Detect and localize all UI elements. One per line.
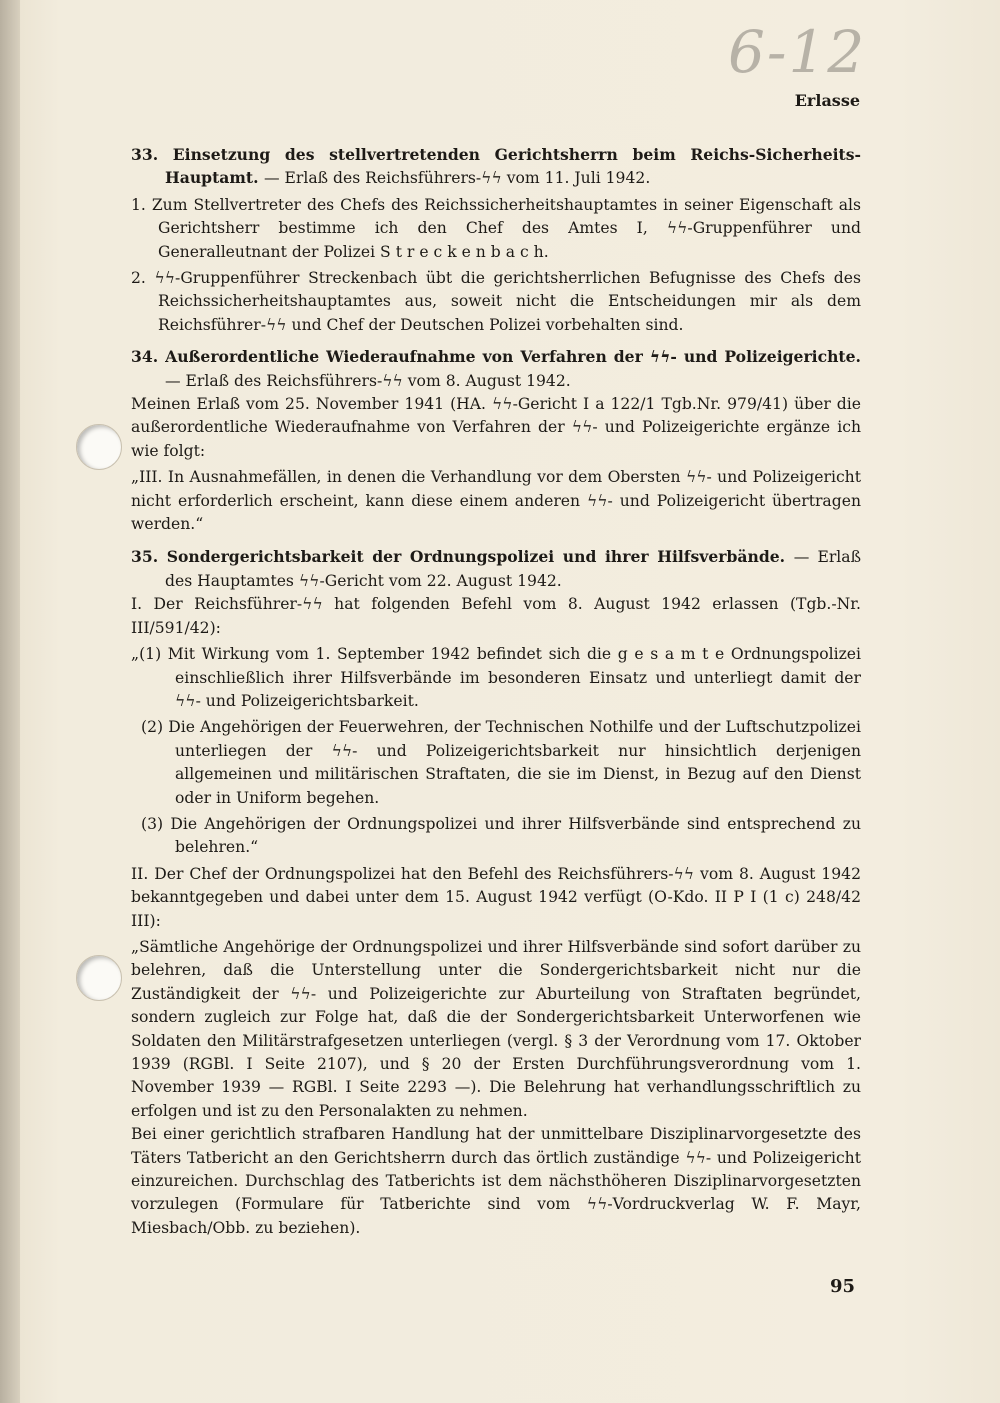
punch-hole-bottom [76, 955, 122, 1001]
section-subtitle: — Erlaß des Hauptamtes ϟϟ-Gericht vom 22. August 1942. [165, 547, 861, 590]
section-35-part-two: II. Der Chef der Ordnungspolizei hat den Befehl des Reichsführers-ϟϟ vom 8. August 1942 bekanntgegeben und dabei unter dem 15. August 1942 verfügt (O-Kdo. II P I (1 c) 248/42 III): [131, 864, 861, 930]
section-34-heading [131, 345, 861, 393]
section-34-paragraph-1: Meinen Erlaß vom 25. November 1941 (HA. ϟϟ-Gericht I a 122/1 Tgb.Nr. 979/41) über die außerordentliche Wiederaufnahme von Verfahren der ϟϟ- und Polizeigerichte ergänze ich wie folgt: [131, 395, 861, 460]
page-binding-edge [0, 0, 20, 1403]
section-number: 35. [131, 546, 159, 566]
section-title: Außerordentliche Wiederaufnahme von Verfahren der ϟϟ- und Polizeigerichte. [165, 347, 861, 367]
section-number: 34. [131, 347, 159, 367]
section-title: Einsetzung des stellvertretenden Gerichtsherrn beim Reichs-Sicherheits-Hauptamt. [165, 145, 861, 188]
page-number: 95 [829, 1276, 855, 1297]
section-35-intro: I. Der Reichsführer-ϟϟ hat folgenden Befehl vom 8. August 1942 erlassen (Tgb.-Nr. III/591/42): [131, 595, 861, 637]
section-35-quote-item-3: (3) Die Angehörigen der Ordnungspolizei und ihrer Hilfsverbände sind entsprechend zu belehren.“ [141, 814, 861, 857]
section-34-paragraph-2: „III. In Ausnahmefällen, in denen die Verhandlung vor dem Obersten ϟϟ- und Polizeigericht nicht erforderlich erscheint, kann diese einem anderen ϟϟ- und Polizeigericht übertragen werden.“ [131, 468, 861, 534]
section-33-item-2: 2. ϟϟ-Gruppenführer Streckenbach übt die gerichtsherrlichen Befugnisse des Chefs des Reichssicherheitshauptamtes aus, soweit nicht die Entscheidungen mir als dem Reichsführer-ϟϟ und Chef der Deutschen Polizei vorbehalten sind. [131, 269, 861, 334]
section-35-quote-item-2: (2) Die Angehörigen der Feuerwehren, der Technischen Nothilfe und der Luftschutzpolizei unterliegen der ϟϟ- und Polizeigerichtsbarkeit nur hinsichtlich derjenigen allgemeinen und militärischen Straftaten, die sie im Dienst, in Bezug auf den Dienst oder in Uniform begehen. [141, 718, 861, 807]
document-body [131, 143, 861, 1240]
section-33-heading [131, 143, 861, 191]
punch-hole-top [76, 424, 122, 470]
section-number: 33. [131, 145, 159, 164]
section-subtitle: — Erlaß des Reichsführers-ϟϟ vom 11. Juli 1942. [263, 169, 651, 188]
section-35-heading [131, 545, 861, 594]
section-title: Sondergerichtsbarkeit der Ordnungspolizei und ihrer Hilfsverbände. [166, 546, 786, 566]
section-35-quote-paragraph: „Sämtliche Angehörige der Ordnungspolizei und ihrer Hilfsverbände sind sofort darüber zu belehren, daß die Unterstellung unter die Sondergerichtsbarkeit nicht nur die Zuständigkeit der ϟϟ- und Polizeigerichte zur Aburteilung von Straftaten begründet, sondern zugleich zur Folge hat, daß die der Sondergerichtsbarkeit Unterworfenen wie Soldaten den Militärstrafgesetzen unterliegen (vergl. § 3 der Verordnung vom 17. Oktober 1939 (RGBl. I Seite 2107), und § 20 der Ersten Durchführungsverordnung vom 1. November 1939 — RGBl. I Seite 2293 —). Die Belehrung hat verhandlungsschriftlich zu erfolgen und ist zu den Personalakten zu nehmen. [131, 938, 861, 1120]
section-33-item-1: 1. Zum Stellvertreter des Chefs des Reichssicherheitshauptamtes in seiner Eigenschaft als Gerichtsherr bestimme ich den Chef des Amtes I, ϟϟ-Gruppenführer und Generalleutnant der Polizei S t r e c k e n b a c h. [131, 195, 861, 261]
running-header: Erlasse [794, 91, 860, 110]
section-35-quote-item-1: „(1) Mit Wirkung vom 1. September 1942 befindet sich die g e s a m t e Ordnungspolizei einschließlich ihrer Hilfsverbände im besonderen Einsatz und unterliegt damit der ϟϟ- und Polizeigerichtsbarkeit. [131, 645, 861, 710]
section-35-final-paragraph: Bei einer gerichtlich strafbaren Handlung hat der unmittelbare Disziplinarvorgesetzte des Täters Tatbericht an den Gerichtsherrn durch das örtlich zuständige ϟϟ- und Polizeigericht einzureichen. Durchschlag des Tatberichts ist dem nächsthöheren Disziplinarvorgesetzten vorzulegen (Formulare für Tatberichte sind vom ϟϟ-Vordruckverlag W. F. Mayr, Miesbach/Obb. zu beziehen). [131, 1125, 861, 1237]
section-subtitle: — Erlaß des Reichsführers-ϟϟ vom 8. August 1942. [165, 371, 571, 390]
handwritten-annotation: 6-12 [728, 18, 867, 86]
